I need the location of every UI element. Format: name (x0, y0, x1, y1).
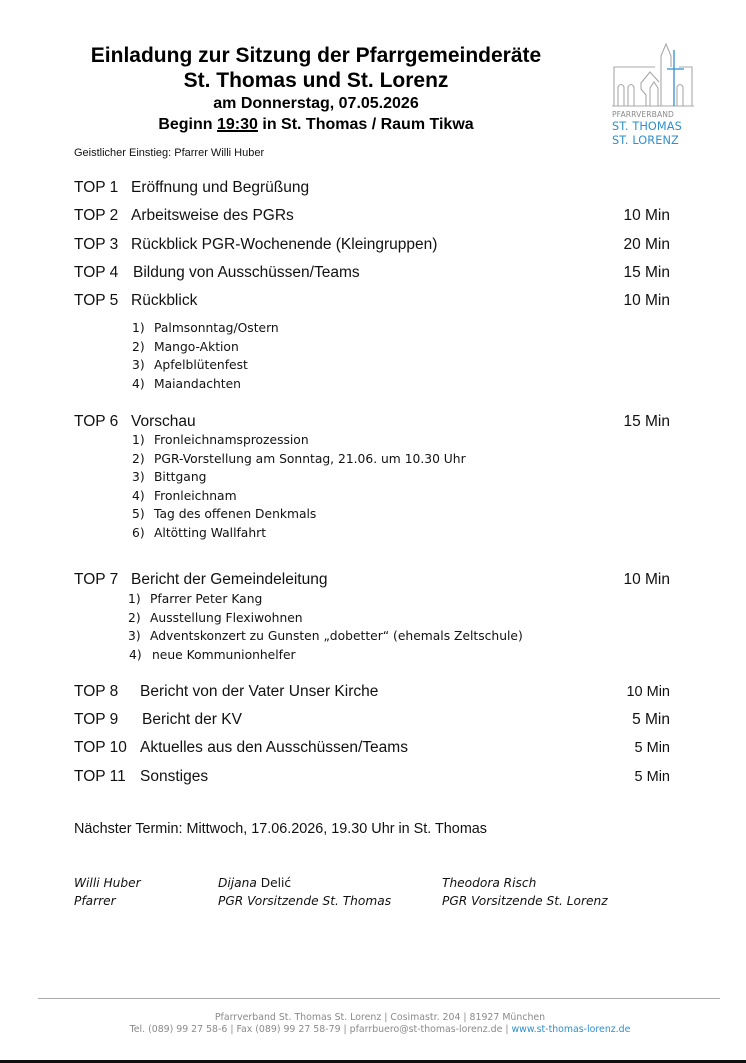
signature-name (74, 874, 141, 892)
agenda-title: Bericht der KV (142, 711, 242, 728)
agenda-duration: 15 Min (623, 264, 670, 281)
next-meeting: Nächster Termin: Mittwoch, 17.06.2026, 19.30 Uhr in St. Thomas (74, 821, 487, 837)
list-marker: 1) (128, 592, 141, 606)
agenda-item (74, 235, 674, 255)
sublist-text: Mango-Aktion (154, 339, 239, 354)
agenda-item (74, 291, 674, 311)
agenda-number: TOP 4 (74, 264, 119, 281)
agenda-duration: 20 Min (623, 236, 670, 253)
list-marker: 1) (132, 433, 145, 447)
agenda-item (74, 263, 674, 283)
title-line-2: St. Thomas und St. Lorenz (183, 69, 449, 92)
agenda-item (74, 710, 674, 730)
logo-wordmark (612, 110, 694, 147)
agenda-item (74, 412, 674, 432)
meeting-start (60, 114, 572, 136)
signature-role (442, 892, 608, 910)
logo-line-2: ST. THOMAS (612, 120, 682, 133)
agenda-item (74, 738, 674, 758)
sublist-text: Altötting Wallfahrt (154, 525, 267, 540)
signature-first: Willi Huber (74, 876, 141, 890)
agenda-item (74, 767, 674, 787)
agenda-title: Bericht von der Vater Unser Kirche (140, 683, 379, 700)
list-marker: 2) (132, 451, 145, 466)
list-marker: 6) (132, 525, 145, 540)
agenda-duration: 10 Min (626, 684, 670, 700)
signature-name (442, 874, 608, 892)
agenda-duration: 10 Min (623, 571, 670, 588)
agenda-number: TOP 11 (74, 768, 126, 785)
agenda-number: TOP 1 (74, 179, 119, 196)
agenda-title: Bildung von Ausschüssen/Teams (133, 264, 360, 281)
sublist-text: Ausstellung Flexiwohnen (150, 610, 303, 625)
footer-contact (0, 1024, 746, 1035)
agenda-title: Aktuelles aus den Ausschüssen/Teams (140, 739, 408, 756)
agenda-duration: 15 Min (623, 413, 670, 430)
list-marker: 3) (132, 470, 145, 484)
agenda-title: Bericht der Gemeindeleitung (131, 571, 328, 588)
footer-divider (38, 998, 720, 999)
agenda-item (74, 570, 674, 590)
agenda-number: TOP 2 (74, 207, 119, 224)
agenda-title: Sonstiges (140, 768, 209, 785)
list-marker: 4) (129, 647, 142, 662)
sublist-text: Apfelblütenfest (154, 358, 248, 372)
logo-line-3: ST. LORENZ (612, 133, 679, 147)
website-link[interactable]: www.st-thomas-lorenz.de (511, 1024, 631, 1035)
begin-location: in St. Thomas / Raum Tikwa (257, 116, 474, 133)
agenda-title: Rückblick PGR-Wochenende (Kleingruppen) (131, 236, 438, 253)
agenda-duration: 5 Min (634, 769, 670, 785)
agenda-title: Vorschau (131, 413, 196, 430)
sublist-text: Palmsonntag/Ostern (154, 321, 279, 335)
agenda-number: TOP 3 (74, 236, 119, 253)
spiritual-intro: Geistlicher Einstieg: Pfarrer Willi Huber (74, 147, 265, 159)
invitation-header (60, 43, 572, 136)
agenda-title: Arbeitsweise des PGRs (131, 207, 294, 224)
list-marker: 1) (132, 321, 145, 335)
agenda-number: TOP 9 (74, 711, 119, 728)
signature-block (218, 874, 391, 910)
title-line-1: Einladung zur Sitzung der Pfarrgemeinderäte (90, 44, 542, 67)
list-marker: 4) (132, 376, 145, 391)
sublist-text: Fronleichnam (154, 488, 237, 503)
sublist-text: Fronleichnamsprozession (154, 433, 309, 447)
church-icon (612, 42, 694, 108)
agenda-number: TOP 5 (74, 292, 119, 309)
parish-logo (612, 42, 694, 147)
list-marker: 4) (132, 488, 145, 503)
sublist-text: Bittgang (154, 470, 207, 484)
agenda-number: TOP 10 (74, 739, 127, 756)
sublist-text: PGR-Vorstellung am Sonntag, 21.06. um 10.30 Uhr (154, 451, 466, 466)
signature-last: Delić (256, 876, 292, 890)
sublist-text: Tag des offenen Denkmals (154, 507, 317, 521)
agenda-number: TOP 6 (74, 413, 119, 430)
agenda-item (74, 178, 674, 198)
agenda-title: Eröffnung und Begrüßung (131, 179, 310, 196)
agenda-duration: 5 Min (634, 740, 670, 756)
sublist-text: Adventskonzert zu Gunsten „dobetter“ (ehemals Zeltschule) (150, 629, 523, 643)
signature-role-text: PGR Vorsitzende St. Thomas (218, 894, 392, 908)
signature-name (218, 874, 391, 892)
list-marker: 3) (128, 629, 141, 643)
signature-role (74, 892, 141, 910)
sublist-text: Maiandachten (154, 376, 241, 391)
footer-contact-text: Tel. (089) 99 27 58-6 | Fax (089) 99 27 58-79 | pfarrbuero@st-thomas-lorenz.de | (129, 1024, 512, 1035)
agenda-duration: 5 Min (632, 711, 670, 728)
signature-role (218, 892, 391, 910)
sublist-text: Pfarrer Peter Kang (150, 592, 263, 606)
logo-line-1: PFARRVERBAND (612, 110, 674, 119)
agenda-item (74, 206, 674, 226)
agenda-duration: 10 Min (623, 292, 670, 309)
agenda-item (74, 682, 674, 702)
sublist-text: neue Kommunionhelfer (152, 647, 296, 662)
agenda-number: TOP 8 (74, 683, 119, 700)
signature-role-text: Pfarrer (74, 894, 116, 908)
signature-first: Dijana (218, 876, 257, 890)
list-marker: 2) (132, 339, 145, 354)
list-marker: 2) (128, 610, 141, 625)
signature-role-text: PGR Vorsitzende St. Lorenz (442, 894, 608, 908)
agenda-title: Rückblick (131, 292, 198, 309)
agenda-duration: 10 Min (623, 207, 670, 224)
signature-first: Theodora Risch (442, 876, 537, 890)
signature-block (74, 874, 141, 910)
agenda-number: TOP 7 (74, 571, 119, 588)
signature-block (442, 874, 608, 910)
begin-time: 19:30 (217, 116, 258, 133)
footer-address: Pfarrverband St. Thomas St. Lorenz | Cosimastr. 204 | 81927 München (214, 1012, 546, 1023)
meeting-date: am Donnerstag, 07.05.2026 (213, 95, 419, 112)
list-marker: 5) (132, 507, 145, 521)
begin-prefix: Beginn (158, 116, 217, 133)
list-marker: 3) (132, 358, 145, 372)
